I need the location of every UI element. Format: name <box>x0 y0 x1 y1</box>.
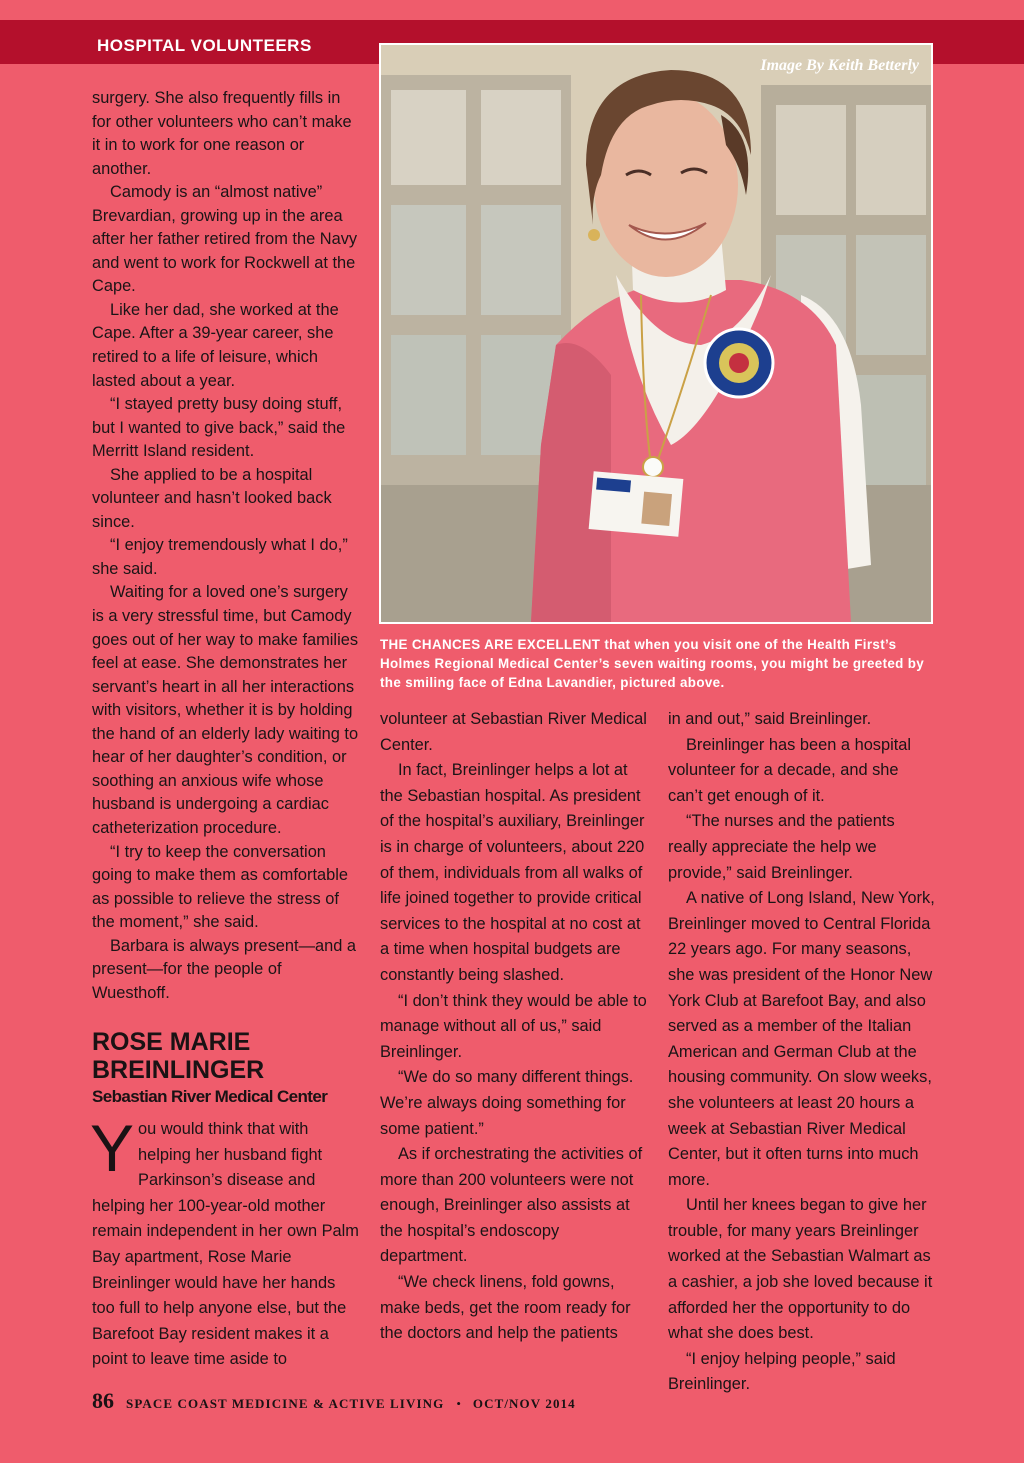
photo-credit: Image By Keith Betterly <box>760 57 919 74</box>
paragraph: “The nurses and the patients really appreciate the help we provide,” said Breinlinger. <box>668 812 895 882</box>
paragraph: Waiting for a loved one’s surgery is a very stressful time, but Camody goes out of her way to make families feel at ease. She demonstrates her servant’s heart in all her interactions with visitors, whether it is by holding the hand of an elderly lady waiting to hear of her daughter’s condition, or soothing an anxious wife whose husband is undergoing a cardiac catheterization procedure. <box>92 583 359 837</box>
paragraph: Barbara is always present—and a present—for the people of Wuesthoff. <box>92 936 356 1002</box>
paragraph: Camody is an “almost native” Brevardian, growing up in the area after her father retired from the Navy and went to work for Rockwell at the Cape. <box>92 183 358 296</box>
profile-heading <box>92 1028 362 1108</box>
intro-text: ou would think that with helping her husband fight Parkinson’s disease and helping her 100-year-old mother remain independent in her own Palm Bay apartment, Rose Marie Breinlinger would have her hands too full to help anyone else, but the Barefoot Bay resident makes it a point to leave time aside to <box>92 1120 359 1369</box>
volunteer-photo-illustration <box>381 45 931 622</box>
paragraph: Until her knees began to give her trouble, for many years Breinlinger worked at the Sebastian Walmart as a cashier, a job she loved because it afforded her the opportunity to do what she does best. <box>668 1196 933 1343</box>
paragraph: “We do so many different things. We’re always doing something for some patient.” <box>380 1068 634 1138</box>
paragraph: Breinlinger has been a hospital volunteer for a decade, and she can’t get enough of it. <box>668 735 912 805</box>
intro-paragraph <box>90 1111 360 1373</box>
paragraph: in and out,” said Breinlinger. <box>668 710 872 728</box>
paragraph: “I enjoy helping people,” said Breinlinger. <box>668 1349 896 1394</box>
profile-name: ROSE MARIE BREINLINGER <box>92 1028 265 1084</box>
paragraph: “I stayed pretty busy doing stuff, but I wanted to give back,” said the Merritt Island resident. <box>92 395 346 461</box>
section-label: HOSPITAL VOLUNTEERS <box>97 36 312 55</box>
feature-photo <box>379 43 933 624</box>
footer-bullet: • <box>456 1396 461 1411</box>
page-footer <box>92 1388 576 1414</box>
photo-caption: THE CHANCES ARE EXCELLENT that when you visit one of the Health First’s Holmes Regional Medical Center’s seven waiting rooms, you might be greeted by the smiling face of Edna Lavandier, pictured above. <box>380 637 925 690</box>
column-1 <box>92 87 360 1005</box>
paragraph: “I don’t think they would be able to manage without all of us,” said Breinlinger. <box>380 991 647 1061</box>
paragraph: In fact, Breinlinger helps a lot at the Sebastian hospital. As president of the hospital’s auxiliary, Breinlinger is in charge of volunteers, about 220 of them, individuals from all walks of life joined together to provide critical services to the hospital at no cost at a time when hospital budgets are constantly being slashed. <box>380 761 645 984</box>
paragraph: Like her dad, she worked at the Cape. After a 39-year career, she retired to a life of leisure, which lasted about a year. <box>92 300 339 390</box>
page-number: 86 <box>92 1388 114 1413</box>
paragraph: volunteer at Sebastian River Medical Center. <box>380 710 647 754</box>
column-3 <box>668 707 936 1398</box>
paragraph: She applied to be a hospital volunteer and hasn’t looked back since. <box>92 465 332 531</box>
profile-hospital: Sebastian River Medical Center <box>92 1087 328 1106</box>
paragraph: “We check linens, fold gowns, make beds, get the room ready for the doctors and help the patients <box>380 1273 631 1343</box>
paragraph: As if orchestrating the activities of more than 200 volunteers were not enough, Breinlinger also assists at the hospital’s endoscopy department. <box>380 1145 643 1266</box>
drop-cap: Y <box>90 1111 135 1185</box>
paragraph: “I enjoy tremendously what I do,” she said. <box>92 536 348 578</box>
publication-name: SPACE COAST MEDICINE & ACTIVE LIVING <box>126 1396 445 1411</box>
issue-date: OCT/NOV 2014 <box>472 1396 576 1411</box>
profile-intro <box>90 1111 360 1373</box>
paragraph: A native of Long Island, New York, Breinlinger moved to Central Florida 22 years ago. For many seasons, she was president of the Honor New York Club at Barefoot Bay, and also served as a member of the Italian American and German Club at the housing community. On slow weeks, she volunteers at least 20 hours a week at Sebastian River Medical Center, but it often turns into much more. <box>668 889 935 1189</box>
paragraph: surgery. She also frequently fills in for other volunteers who can’t make it in to work for one reason or another. <box>92 89 352 178</box>
column-2 <box>380 707 648 1347</box>
paragraph: “I try to keep the conversation going to make them as comfortable as possible to relieve the stress of the moment,” she said. <box>92 842 349 932</box>
